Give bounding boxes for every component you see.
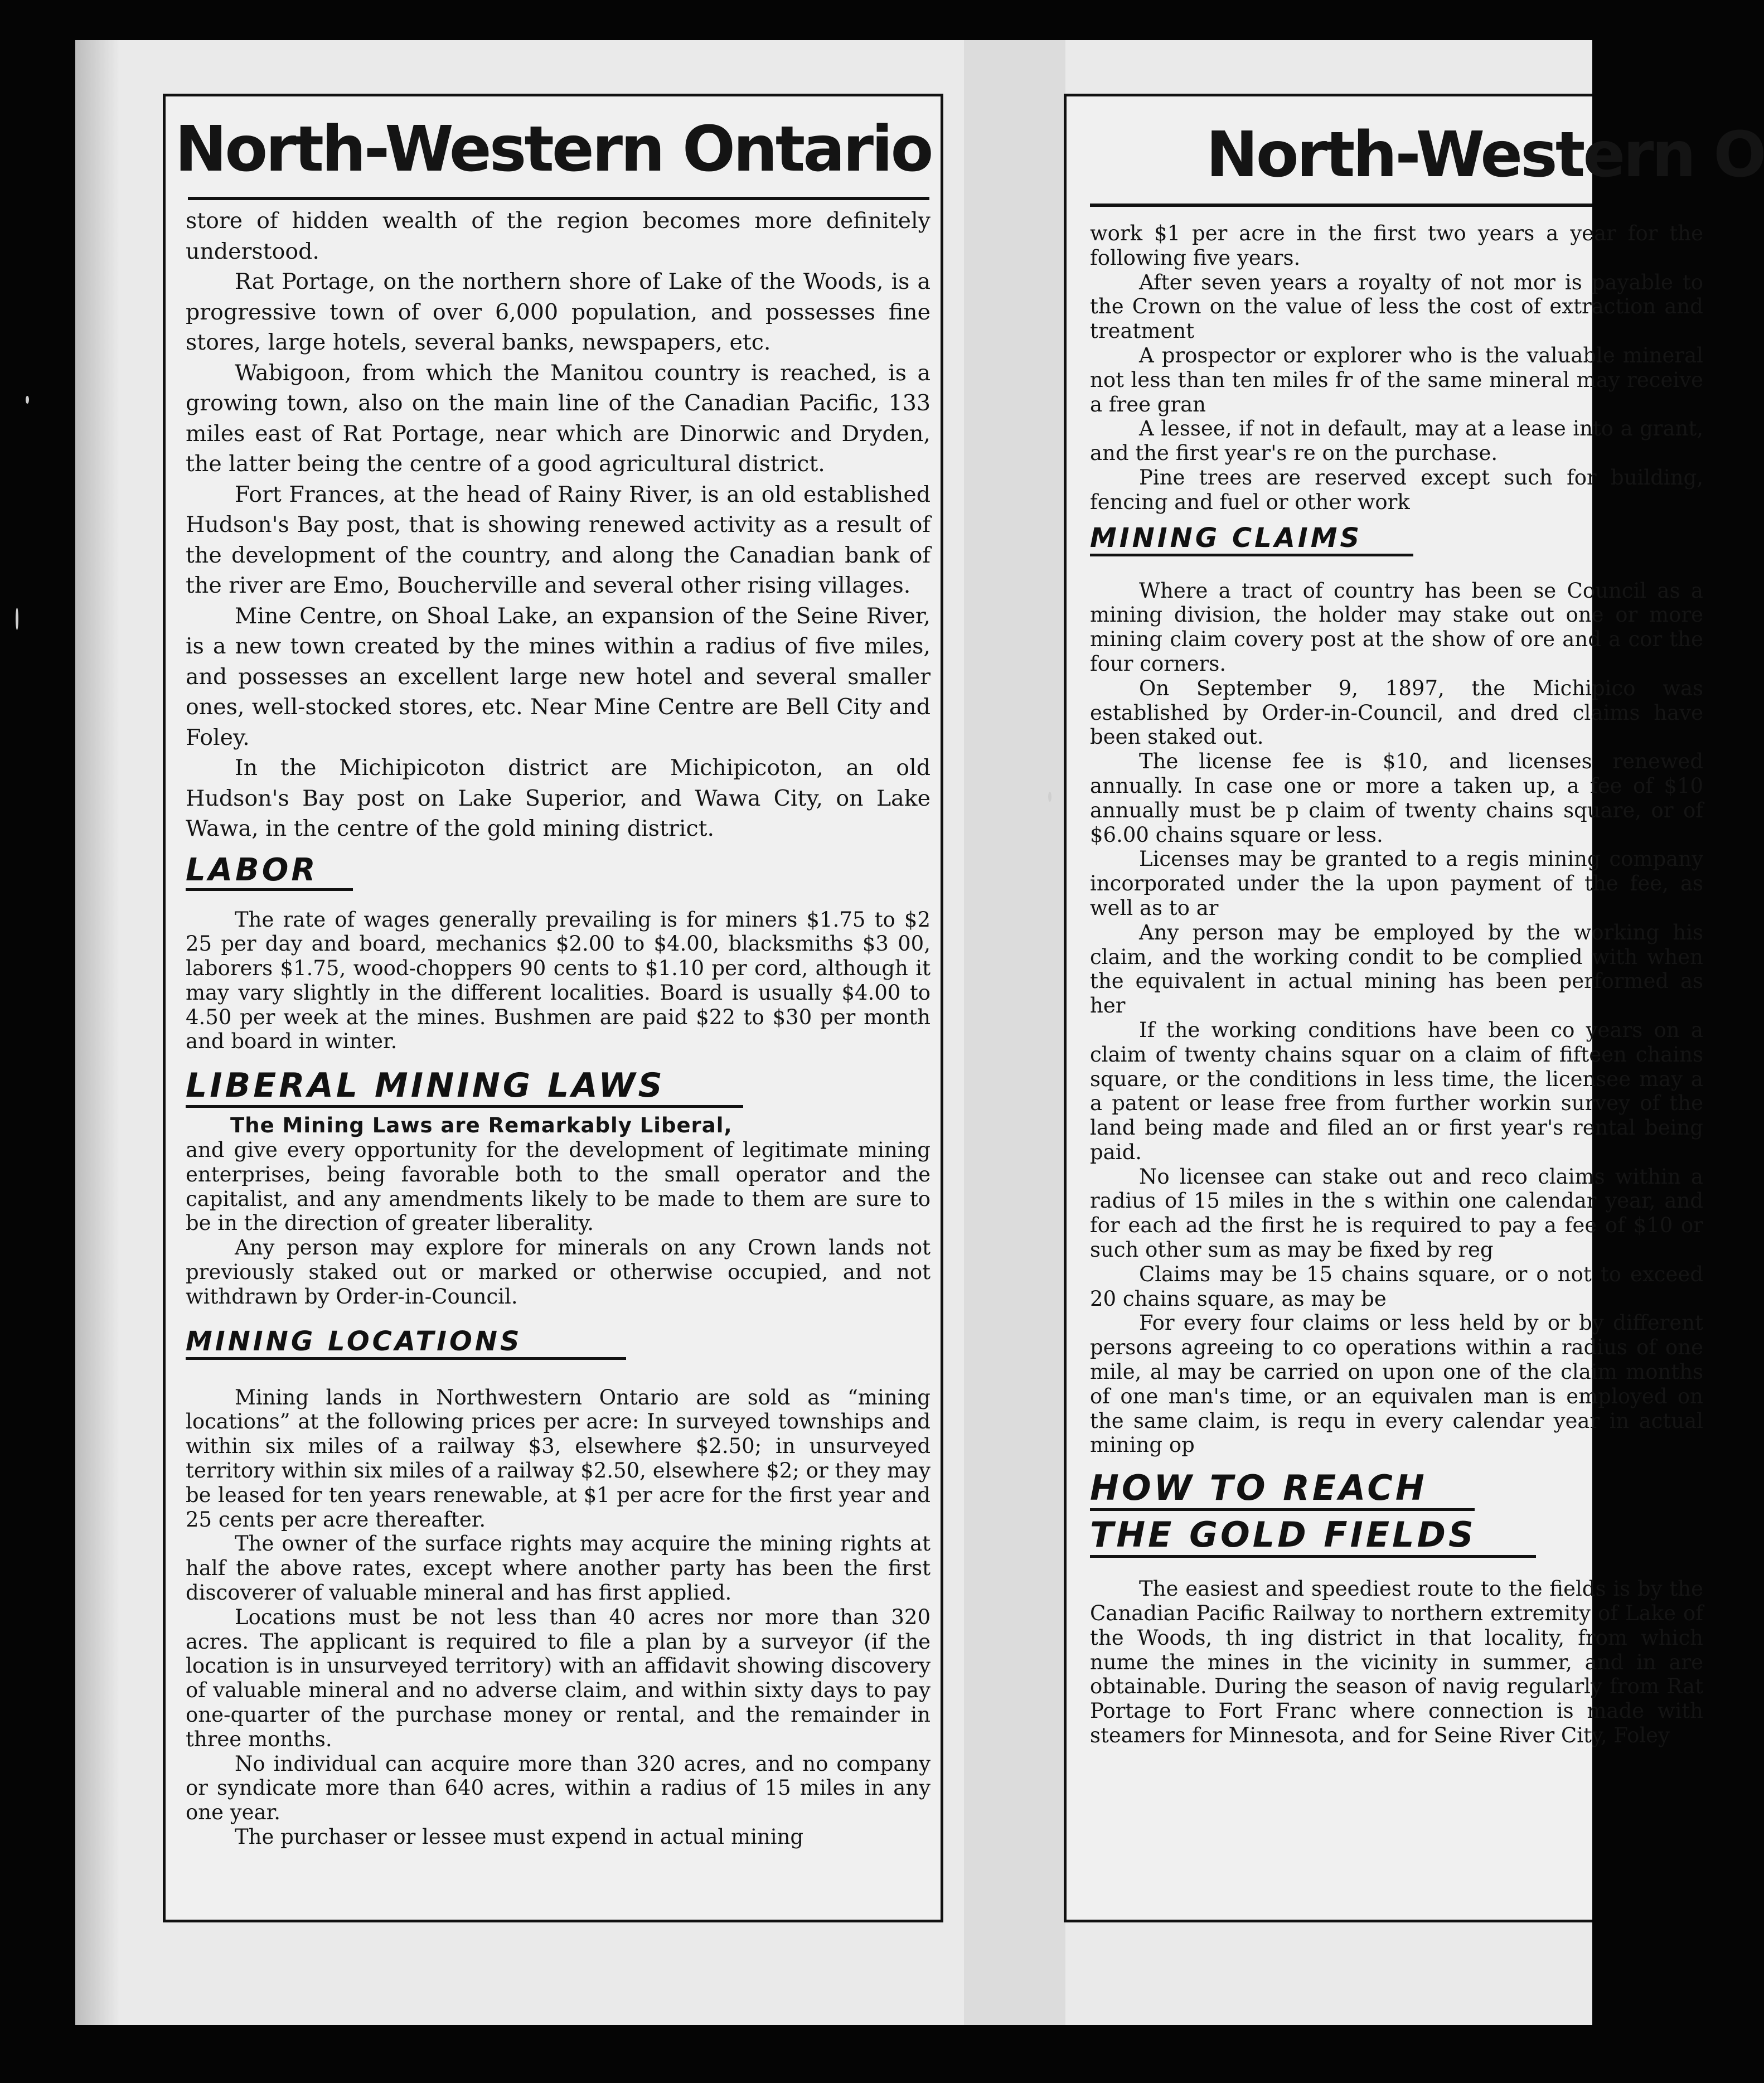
reach-section	[1067, 1577, 1703, 1748]
section-heading-how-to-reach: HOW TO REACH	[1090, 1467, 1427, 1509]
paragraph-rat-portage: Rat Portage, on the northern shore of Lake of the Woods, is a progressive town of over 6,000 population, and possesses fine stores, large hotels, several banks, newspapers, etc.	[186, 269, 931, 355]
right-page-panel	[1064, 94, 1764, 1922]
laws-heading-block	[166, 1066, 941, 1108]
section-heading-mining-claims: MINING CLAIMS	[1090, 522, 1363, 554]
paragraph-laws: and give every opportunity for the development of legitimate mining enterprises, being favorable both to the small operator and the capitalist, and any amendments likely to be made to them are sure to be in the direction of greater liberality.	[186, 1138, 931, 1236]
masthead-rule	[1090, 204, 1592, 207]
heading-rule	[186, 1357, 626, 1360]
left-page-panel	[163, 94, 943, 1922]
paragraph-claim: On September 9, 1897, the Michipico was established by Order-in-Council, and dred claims have been staked out.	[1090, 676, 1703, 749]
paragraph-prices: Mining lands in Northwestern Ontario are sold as “mining locations” at the following prices per acre: In surveyed townships and within six miles of a railway $3, elsewhere $2.50; in unsurveyed territory within six miles of a railway $2.50, elsewhere $2; or they may be leased for ten years renewable, at $1 per acre for the first year and 25 cents per acre thereafter.	[186, 1385, 931, 1532]
scan-speck	[1048, 792, 1051, 802]
paragraph-wabigoon: Wabigoon, from which the Manitou country is reached, is a growing town, also on the main line of the Canadian Pacific, 133 miles east of Rat Portage, near which are Dinorwic and Dryden, the latter being the centre of a good agricultural district.	[186, 360, 931, 477]
paragraph-route: The easiest and speediest route to the fields is by the Canadian Pacific Railway to northern extremity of Lake of the Woods, th ing district in that locality, from which nume the mines in the vicinity in summer, and in are obtainable. During the season of navig regularly from Rat Portage to Fort Franc where connection is made with steamers for Minnesota, and for Seine River City, Foley	[1090, 1577, 1703, 1748]
paragraph-claim: Licenses may be granted to a regis mining company incorporated under the la upon payment of the fee, as well as to ar	[1090, 847, 1703, 920]
masthead-rule	[188, 197, 929, 200]
paragraph-limits: No individual can acquire more than 320 acres, and no company or syndicate more than 640 acres, within a radius of 15 miles in any one year.	[186, 1751, 931, 1825]
paragraph-claim: Claims may be 15 chains square, or o not to exceed 20 chains square, as may be	[1090, 1262, 1703, 1311]
towns-section	[166, 206, 941, 844]
paragraph-acreage: Locations must be not less than 40 acres nor more than 320 acres. The applicant is required to file a plan by a surveyor (if the location is in unsurveyed territory) with an affidavit showing discovery of valuable mineral and no adverse claim, and within sixty days to pay one-quarter of the purchase money or rental, and the remainder in three months.	[186, 1605, 931, 1751]
lead-line: The Mining Laws are Remarkably Liberal,	[230, 1113, 733, 1138]
reach-heading-block	[1067, 1467, 1703, 1558]
scan-speck	[26, 396, 29, 404]
page-gutter	[964, 40, 1065, 2025]
paragraph: store of hidden wealth of the region becomes more definitely understood.	[186, 208, 931, 264]
paragraph-claim: If the working conditions have been co years on a claim of twenty chains squar on a claim of fifteen chains square, or the conditions in less time, the licensee may a a patent or lease free from further workin survey of the land being made and filed an or first year's rental being paid.	[1090, 1018, 1703, 1164]
masthead-left: North-Western Ontario	[175, 113, 932, 186]
locations-section	[166, 1386, 941, 1849]
paragraph-explore: Any person may explore for minerals on any Crown lands not previously staked out or marked or otherwise occupied, and not withdrawn by Order-in-Council.	[186, 1236, 931, 1309]
paragraph-expend: The purchaser or lessee must expend in actual mining	[235, 1825, 804, 1849]
heading-rule	[186, 888, 353, 891]
paragraph-lessee: A lessee, if not in default, may at a lease into a grant, and the first year's re on the purchase.	[1090, 416, 1703, 466]
masthead-right: North-Western O	[1206, 119, 1764, 191]
paragraph-claim: Where a tract of country has been se Council as a mining division, the holder may stake out one or more mining claim covery post at the show of ore and a cor the four corners.	[1090, 578, 1703, 676]
section-heading-liberal-mining-laws: LIBERAL MINING LAWS	[186, 1066, 665, 1106]
section-heading-labor: LABOR	[186, 851, 318, 888]
heading-rule	[1090, 1508, 1475, 1511]
terms-section	[1067, 221, 1703, 515]
claims-section	[1067, 579, 1703, 1458]
paragraph-pine-trees: Pine trees are reserved except such for building, fencing and fuel or other work	[1090, 465, 1703, 514]
paragraph-royalty: After seven years a royalty of not mor is payable to the Crown on the value of less the cost of extraction and treatment	[1090, 270, 1703, 343]
paragraph-mine-centre: Mine Centre, on Shoal Lake, an expansion of the Seine River, is a new town created by the mines within a radius of five miles, and possesses an excellent large new hotel and several smaller ones, well-stocked stores, etc. Near Mine Centre are Bell City and Foley.	[186, 603, 931, 750]
heading-rule	[186, 1105, 743, 1108]
paragraph-wages: The rate of wages generally prevailing is for miners $1.75 to $2 25 per day and board, mechanics $2.00 to $4.00, blacksmiths $3 00, laborers $1.75, wood-choppers 90 cents to $1.10 per cord, although it may vary slightly in the different localities. Board is usually $4.00 to 4.50 per week at the mines. Bushmen are paid $22 to $30 per month and board in winter.	[186, 907, 931, 1054]
paragraph-claim: The license fee is $10, and licenses renewed annually. In case one or more a taken up, a fee of $10 annually must be p claim of twenty chains square, or of $6.00 chains square or less.	[1090, 749, 1703, 847]
paragraph-fort-frances: Fort Frances, at the head of Rainy River, is an old established Hudson's Bay post, that is showing renewed activity as a result of the development of the country, and along the Canadian bank of the river are Emo, Boucherville and several other rising villages.	[186, 481, 931, 598]
labor-heading-block	[166, 852, 941, 891]
paragraph-surface-rights: The owner of the surface rights may acquire the mining rights at half the above rates, except where another party has been the first discoverer of valuable mineral and has first applied.	[186, 1532, 931, 1605]
locations-heading-block	[166, 1326, 941, 1360]
paragraph-michipicoton: In the Michipicoton district are Michipicoton, an old Hudson's Bay post on Lake Superior, and Wawa City, on Lake Wawa, in the centre of the gold mining district.	[186, 755, 931, 841]
laws-section	[166, 1113, 941, 1309]
paragraph-claim: No licensee can stake out and reco claims within a radius of 15 miles in the s within one calendar year, and for each ad the first he is required to pay a fee of $10 or such other sum as may be fixed by reg	[1090, 1164, 1703, 1262]
heading-rule	[1090, 1555, 1536, 1558]
section-heading-mining-locations: MINING LOCATIONS	[186, 1325, 522, 1357]
paragraph-claim: Any person may be employed by the working his claim, and the working condit to be complied with when the equivalent in actual mining has been performed as her	[1090, 920, 1703, 1018]
heading-rule	[1090, 554, 1413, 556]
paragraph-prospector: A prospector or explorer who is the valuable mineral not less than ten miles fr of the same mineral may receive a free gran	[1090, 343, 1703, 416]
section-heading-gold-fields: THE GOLD FIELDS	[1090, 1514, 1476, 1556]
binding-shadow	[75, 40, 120, 2025]
paragraph-claim: For every four claims or less held by or by different persons agreeing to co operations within a radius of one mile, al may be carried on upon one of the claim months of one man's time, or an equivalen man is employed on the same claim, is requ in every calendar year in actual mining op	[1090, 1311, 1703, 1457]
paragraph: work $1 per acre in the first two years a year for the following five years.	[1090, 221, 1703, 270]
claims-heading-block	[1067, 522, 1703, 556]
scan-speck	[16, 608, 18, 630]
labor-section	[166, 908, 941, 1054]
